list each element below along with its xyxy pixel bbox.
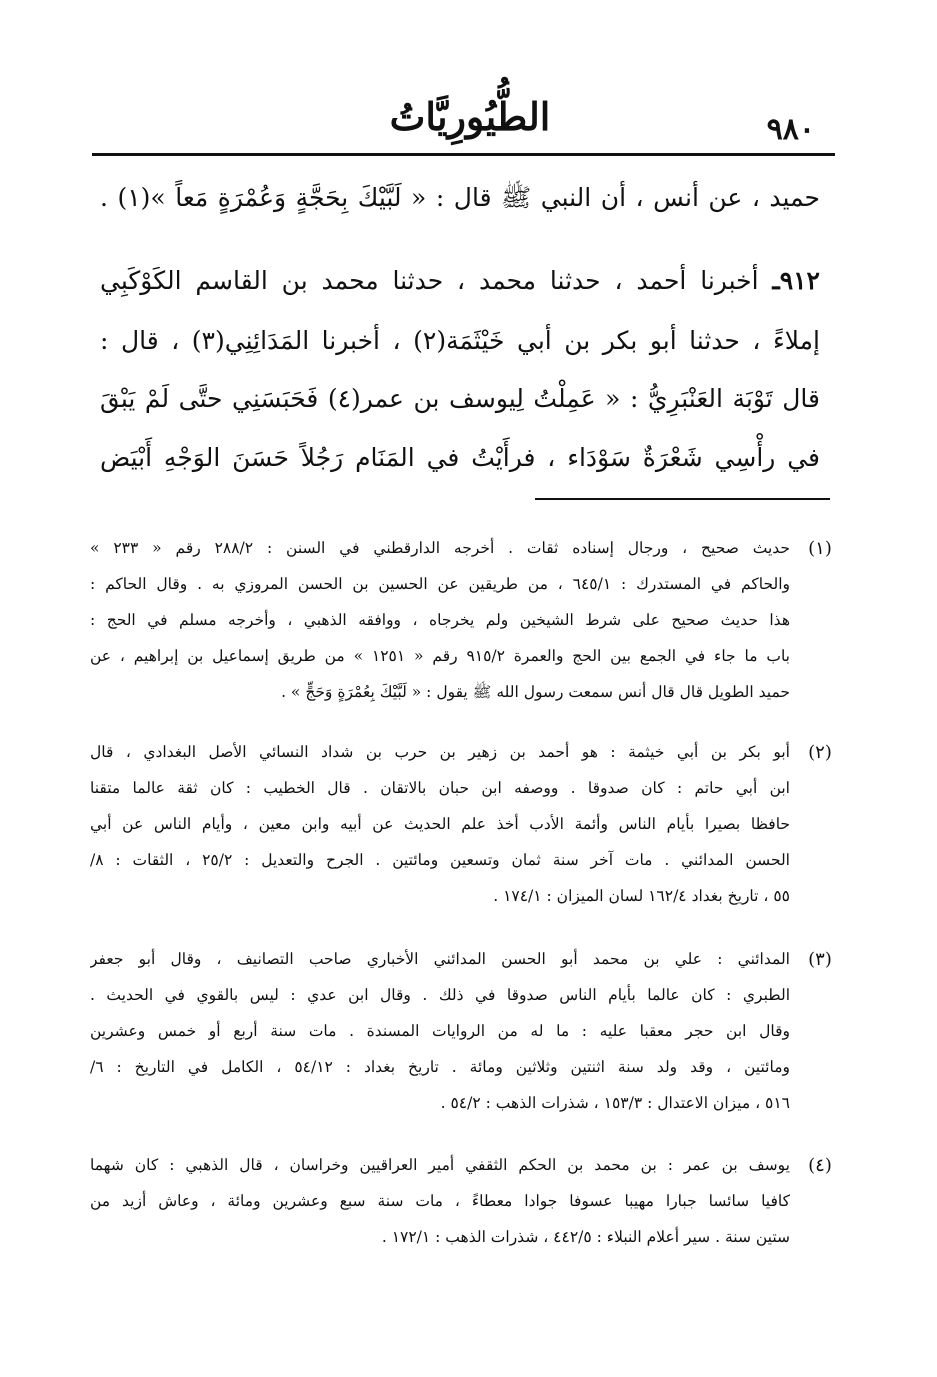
footnote-line: هذا حديث صحيح على شرط الشيخين ولم يخرجاه ، ووافقه الذهبي ، وأخرجه مسلم في الحج : [90, 611, 790, 629]
footnote-line: والحاكم في المستدرك : ٦٤٥/١ ، من طريقين عن الحسين بن الحسن المروزي به . وقال الحاكم : [90, 575, 790, 593]
running-title: الطُّيُورِيَّاتُ [389, 94, 551, 139]
hadith-number: ٩١٢ـ [772, 266, 820, 295]
footnote-line: ٥١٦ ، ميزان الاعتدال : ١٥٣/٣ ، شذرات الذهب : ٥٤/٢ . [440, 1094, 790, 1112]
footnote-line: كافيا سائسا جبارا مهيبا عسوفا جوادا معطاءً ، مات سنة سبع وعشرين ومائة ، وعاش أزيد من [90, 1192, 790, 1210]
footnote-number: (١) [808, 538, 832, 559]
footnote-line: ابن أبي حاتم : كان صدوقا . ووصفه ابن حبان بالاتقان . قال الخطيب : كان ثقة عالما متقنا [90, 779, 790, 797]
body-line-1: حميد ، عن أنس ، أن النبي ﷺ قال : « لَبَّيْكَ بِحَجَّةٍ وَعُمْرَةٍ مَعاً »(١) . [100, 183, 820, 212]
footnote-number: (٢) [808, 742, 832, 763]
footnote-line: الطبري : كان عالما بأيام الناس صدوقا في ذلك . وقال ابن عدي : ليس بالقوي في الحديث . [90, 986, 790, 1004]
footnote-line: حافظا بصيرا بأيام الناس وأئمة الأدب أخذ علم الحديث عن أبيه وابن معين ، وأيام الناس عن أبي [90, 815, 790, 833]
header-rule [92, 153, 835, 156]
page-number: ٩٨٠ [766, 112, 815, 147]
footnote-line: ٥٥ ، تاريخ بغداد ١٦٢/٤ لسان الميزان : ١٧٤/١ . [493, 887, 790, 905]
body-line-3: إملاءً ، حدثنا أبو بكر بن أبي خَيْثَمَة(٢) ، أخبرنا المَدَائِنِي(٣) ، قال : [100, 326, 820, 355]
body-line-5: في رأْسِي شَعْرَةٌ سَوْدَاء ، فرأَيْتُ في المَنَام رَجُلاً حَسَنَ الوَجْهِ أَبْيَض [100, 443, 820, 472]
footnote-line: باب ما جاء في الجمع بين الحج والعمرة ٩١٥/٢ رقم « ١٢٥١ » من طريق إسماعيل بن إبراهيم ، عن [90, 647, 790, 665]
footnote-line: حميد الطويل قال قال أنس سمعت رسول الله ﷺ يقول : « لَبَّيْكَ بِعُمْرَةٍ وَحَجٍّ » . [281, 683, 790, 701]
body-line-2-text: أخبرنا أحمد ، حدثنا محمد ، حدثنا محمد بن القاسم الكَوْكَبِي [100, 266, 759, 295]
footnote-line: وقال ابن حجر معقبا عليه : ما له من الروايات المسندة . مات سنة أربع أو خمس وعشرين [90, 1022, 790, 1040]
footnote-number: (٤) [808, 1155, 832, 1176]
footnote-line: المدائني : علي بن محمد أبو الحسن المدائني الأخباري صاحب التصانيف ، وقال أبو جعفر [90, 950, 790, 968]
footnote-line: ومائتين ، وقد ولد سنة اثنتين وثلاثين ومائة . تاريخ بغداد : ٥٤/١٢ ، الكامل في التاريخ : ٦/ [90, 1058, 790, 1076]
footnote-line: يوسف بن عمر : بن محمد بن الحكم الثقفي أمير العراقيين وخراسان ، قال الذهبي : كان شهما [90, 1156, 790, 1174]
footnote-line: حديث صحيح ، ورجال إسناده ثقات . أخرجه الدارقطني في السنن : ٢٨٨/٢ رقم « ٢٣٣ » [90, 539, 790, 557]
footnote-line: أبو بكر بن أبي خيثمة : هو أحمد بن زهير بن حرب بن شداد النسائي الأصل البغدادي ، قال [90, 743, 790, 761]
footnote-number: (٣) [808, 949, 832, 970]
footnote-line: الحسن المدائني . مات آخر سنة ثمان وتسعين ومائتين . الجرح والتعديل : ٢٥/٢ ، الثقات : ٨/ [90, 851, 790, 869]
body-line-4: قال تَوْبَة العَنْبَرِيُّ : « عَمِلْتُ لِيوسف بن عمر(٤) فَحَبَسَنِي حتَّى لَمْ يَبْقَ [100, 384, 820, 413]
body-line-2 [100, 253, 820, 309]
footnote-line: ستين سنة . سير أعلام النبلاء : ٤٤٢/٥ ، شذرات الذهب : ١٧٢/١ . [381, 1228, 790, 1246]
footnote-separator [535, 498, 830, 500]
